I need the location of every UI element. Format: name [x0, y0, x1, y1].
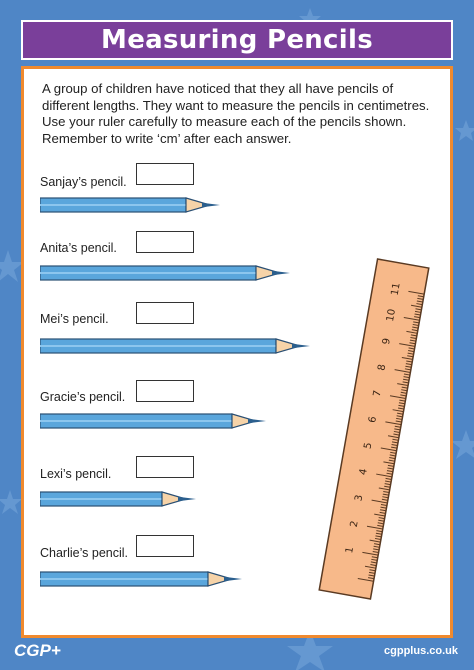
website-url: cgpplus.co.uk	[384, 645, 458, 657]
pencil-lexi	[40, 489, 198, 509]
ruler-number: 4	[357, 467, 370, 476]
cgp-logo: CGP+	[14, 641, 61, 660]
ruler-number: 5	[362, 441, 375, 450]
pencil-label-anita: Anita’s pencil.	[40, 241, 117, 255]
answer-box-charlie[interactable]	[136, 535, 194, 557]
ruler-number: 3	[353, 493, 366, 503]
worksheet-panel	[21, 66, 453, 638]
ruler-number: 8	[376, 363, 389, 372]
pencil-anita	[40, 263, 292, 283]
pencil-sanjay	[40, 195, 222, 215]
pencil-charlie	[40, 569, 244, 589]
ruler-number: 9	[380, 337, 393, 346]
ruler-number: 6	[367, 415, 380, 424]
answer-box-gracie[interactable]	[136, 380, 194, 402]
pencil-label-lexi: Lexi’s pencil.	[40, 467, 112, 481]
title-banner	[21, 20, 453, 60]
instructions-text: A group of children have noticed that they all have pencils of different lengths. They want to measure the pencils in centimetres. Use your ruler carefully to measure each of the pencils shown. Remember to write ‘cm’ after each answer.	[42, 81, 430, 146]
star-decoration	[451, 430, 474, 459]
pencil-label-mei: Mei’s pencil.	[40, 312, 109, 326]
ruler-number: 2	[348, 519, 361, 529]
answer-box-mei[interactable]	[136, 302, 194, 324]
star-decoration	[0, 490, 22, 514]
pencil-gracie	[40, 411, 268, 431]
ruler-illustration	[304, 249, 444, 609]
page-title: Measuring Pencils	[101, 25, 373, 55]
ruler-number: 10	[384, 308, 399, 323]
pencil-label-gracie: Gracie’s pencil.	[40, 390, 126, 404]
pencil-label-sanjay: Sanjay’s pencil.	[40, 175, 127, 189]
ruler-number: 7	[371, 389, 384, 398]
pencil-label-charlie: Charlie’s pencil.	[40, 546, 129, 560]
answer-box-anita[interactable]	[136, 231, 194, 253]
answer-box-sanjay[interactable]	[136, 163, 194, 185]
pencil-mei	[40, 336, 312, 356]
ruler-number: 1	[344, 546, 357, 555]
star-decoration	[455, 120, 474, 141]
ruler-number: 11	[389, 281, 403, 297]
answer-box-lexi[interactable]	[136, 456, 194, 478]
